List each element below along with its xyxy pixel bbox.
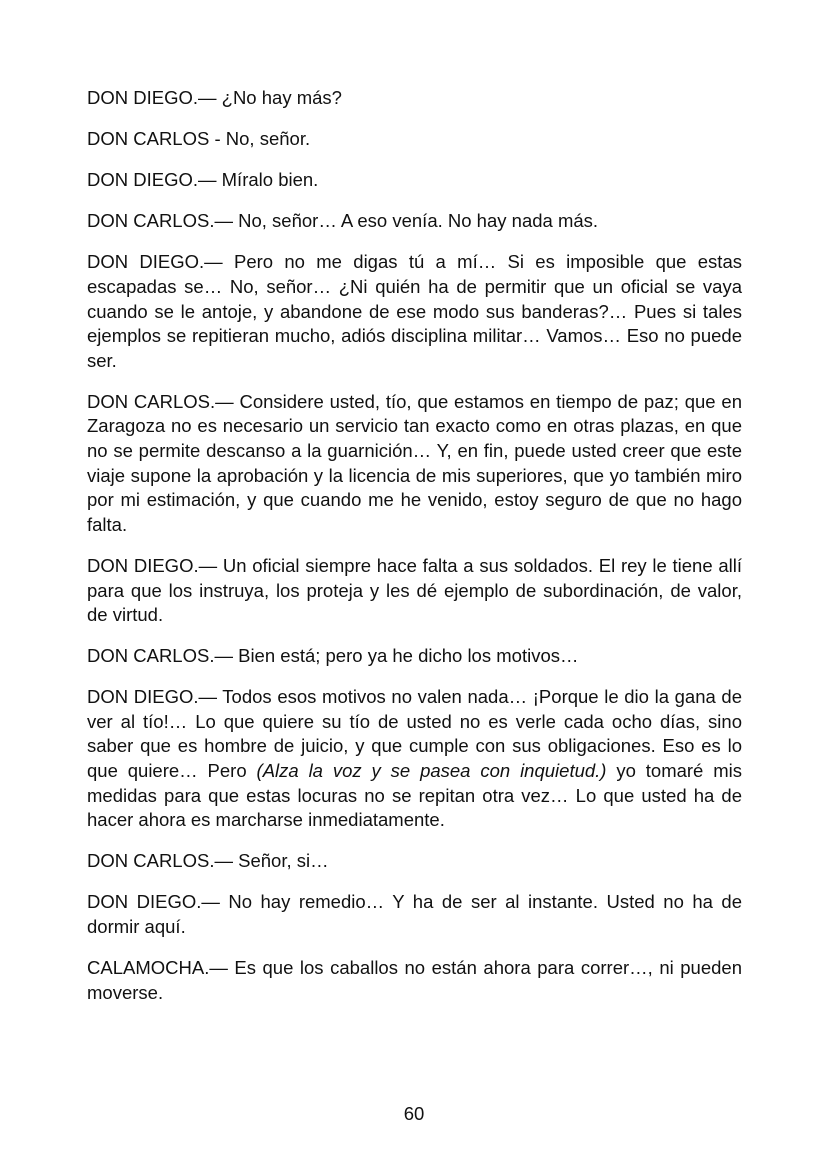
dialogue-line: DON CARLOS.— Bien está; pero ya he dicho los motivos… (87, 645, 579, 667)
dialogue-line: DON CARLOS.— Señor, si… (87, 850, 329, 872)
stage-direction: (Alza la voz y se pasea con inquietud.) (256, 760, 607, 782)
dialogue-line: DON DIEGO.— Un oficial siempre hace falta a sus soldados. El rey le tiene allí para que los instruya, los proteja y les dé ejemplo de subordinación, de valor, de virtud. (87, 554, 742, 626)
dialogue-line: DON CARLOS.— No, señor… A eso venía. No hay nada más. (87, 210, 599, 232)
dialogue-line: DON DIEGO.— Pero no me digas tú a mí… Si es imposible que estas escapadas se… No, señor… ¿Ni quién ha de permitir que un oficial se vaya cuando se le antoje, y abandone de ese modo sus banderas?… Pues si tales ejemplos se repitieran mucho, adiós disciplina militar… Vamos… Eso no puede ser. (87, 251, 742, 371)
dialogue-text: yo tomaré mis medidas para que estas locuras no se repitan otra vez… Lo que usted ha de hacer ahora es marcharse inmediatamente. (87, 760, 743, 831)
dialogue-line: DON CARLOS - No, señor. (87, 128, 311, 150)
dialogue-line: DON DIEGO.— Míralo bien. (87, 169, 319, 191)
dialogue-text: DON DIEGO.— Todos esos motivos no valen nada… ¡Porque le dio la gana de ver al tío!… Lo que quiere su tío de usted no es verle cada ocho días, sino saber que es hombre de juicio, y que cumple con sus obligaciones. Eso es lo que quiere… Pero (87, 686, 742, 782)
dialogue-line (87, 685, 742, 833)
dialogue-line: DON DIEGO.— No hay remedio… Y ha de ser al instante. Usted no ha de dormir aquí. (87, 891, 742, 938)
dialogue-line: DON CARLOS.— Considere usted, tío, que estamos en tiempo de paz; que en Zaragoza no es necesario un servicio tan exacto como en otras plazas, en que no se permite descanso a la guarnición… Y, en fin, puede usted creer que este viaje supone la aprobación y la licencia de mis superiores, que yo también miro por mi estimación, y que cuando me he venido, estoy seguro de que no hago falta. (87, 390, 742, 535)
page-number: 60 (403, 1103, 425, 1124)
dialogue-line: DON DIEGO.— ¿No hay más? (87, 87, 342, 108)
script-body (87, 86, 742, 1022)
dialogue-line: CALAMOCHA.— Es que los caballos no están ahora para correr…, ni pueden moverse. (87, 957, 742, 1003)
